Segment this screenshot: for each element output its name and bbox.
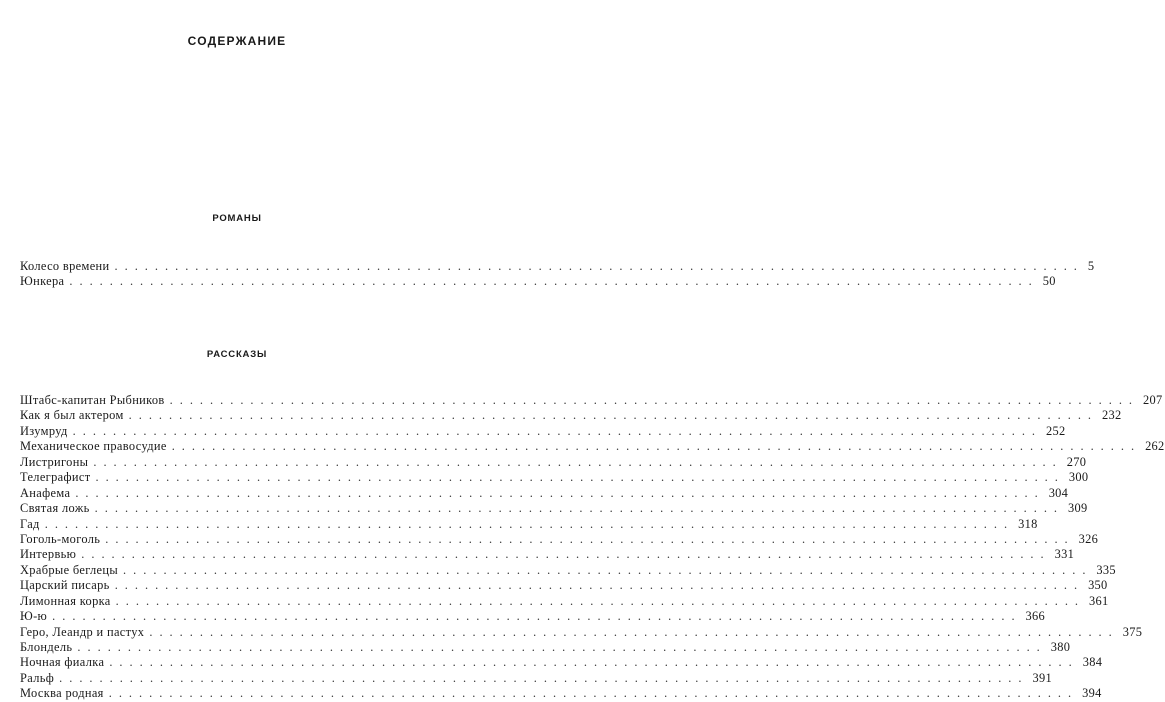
- dot-leader: ................................................................................................: [123, 562, 1093, 577]
- toc-entry-page: 350: [1088, 578, 1108, 593]
- toc-entry-title: Святая ложь: [20, 501, 90, 516]
- toc-entry-title: Как я был актером: [20, 408, 124, 423]
- toc-list-stories: [20, 393, 1165, 702]
- toc-entry-title: Юнкера: [20, 274, 65, 289]
- toc-entry-page: 391: [1032, 670, 1052, 685]
- dot-leader: ................................................................................................: [108, 686, 1079, 701]
- section-heading-stories: РАССКАЗЫ: [206, 349, 268, 360]
- dot-leader: ................................................................................................: [171, 439, 1142, 454]
- toc-entry-title: Блондель: [20, 640, 73, 654]
- toc-entry: [20, 624, 1143, 640]
- toc-entry: [20, 686, 1102, 701]
- toc-entry-title: Листригоны: [20, 454, 89, 469]
- dot-leader: ................................................................................................: [114, 578, 1085, 593]
- toc-entry-page: 326: [1078, 531, 1099, 546]
- dot-leader: ................................................................................................: [169, 393, 1140, 407]
- toc-entry-page: 270: [1066, 454, 1087, 469]
- toc-entry-title: Механическое правосудие: [20, 439, 167, 454]
- toc-entry: [20, 274, 1056, 289]
- dot-leader: ................................................................................................: [44, 516, 1015, 531]
- toc-entry-page: 384: [1082, 655, 1103, 670]
- toc-entry-page: 380: [1050, 640, 1071, 654]
- toc-entry-title: Храбрые беглецы: [20, 562, 119, 577]
- toc-entry-title: Гоголь-моголь: [20, 531, 101, 546]
- toc-entry-title: Москва родная: [20, 686, 104, 701]
- toc-entry-title: Ночная фиалка: [20, 655, 105, 670]
- toc-list-novels: [20, 259, 1095, 290]
- dot-leader: ................................................................................................: [105, 531, 1075, 546]
- toc-entry-title: Колесо времени: [20, 259, 110, 273]
- dot-leader: ................................................................................................: [59, 670, 1029, 685]
- toc-entry-page: 50: [1042, 274, 1056, 289]
- toc-entry-title: Гад: [20, 516, 40, 531]
- dot-leader: ................................................................................................: [52, 609, 1022, 624]
- toc-entry-title: Ю-ю: [20, 609, 48, 624]
- dot-leader: ................................................................................................: [81, 547, 1051, 562]
- dot-leader: ................................................................................................: [128, 408, 1099, 423]
- dot-leader: ................................................................................................: [75, 485, 1045, 500]
- toc-entry-page: 304: [1048, 485, 1069, 500]
- toc-entry: [20, 259, 1095, 274]
- toc-entry: [20, 640, 1071, 655]
- toc-entry-page: 335: [1096, 562, 1116, 577]
- toc-entry-title: Изумруд: [20, 423, 68, 438]
- toc-entry-page: 232: [1102, 408, 1122, 423]
- toc-entry: [20, 408, 1122, 423]
- dot-leader: ................................................................................................: [69, 274, 1039, 289]
- toc-entry: [20, 655, 1103, 670]
- toc-entry-title: Ральф: [20, 670, 55, 685]
- toc-entry: [20, 593, 1109, 609]
- toc-entry: [20, 547, 1075, 562]
- toc-entry-page: 394: [1082, 686, 1102, 701]
- toc-entry-title: Анафема: [20, 485, 71, 500]
- toc-entry-page: 318: [1018, 516, 1038, 531]
- dot-leader: ................................................................................................: [95, 470, 1065, 485]
- toc-entry: [20, 562, 1116, 578]
- dot-leader: ................................................................................................: [72, 423, 1043, 438]
- toc-entry-title: Геро, Леандр и пастух: [20, 624, 145, 639]
- toc-entry-page: 5: [1087, 259, 1095, 273]
- dot-leader: ................................................................................................: [94, 501, 1065, 516]
- toc-entry-title: Интервью: [20, 547, 77, 562]
- toc-entry-page: 375: [1122, 624, 1143, 639]
- toc-entry-page: 252: [1046, 423, 1066, 438]
- toc-entry-title: Царский писарь: [20, 578, 110, 593]
- dot-leader: ................................................................................................: [109, 655, 1079, 670]
- toc-entry: [20, 485, 1069, 501]
- toc-entry: [20, 531, 1099, 547]
- dot-leader: ................................................................................................: [114, 259, 1084, 273]
- toc-entry-page: 309: [1068, 501, 1088, 516]
- toc-entry-title: Лимонная корка: [20, 593, 111, 608]
- toc-entry-page: 207: [1143, 393, 1163, 407]
- toc-entry: [20, 516, 1038, 532]
- toc-entry: [20, 454, 1087, 470]
- toc-entry-title: Штабс-капитан Рыбников: [20, 393, 165, 407]
- toc-entry: [20, 670, 1052, 686]
- toc-entry: [20, 439, 1165, 454]
- toc-entry: [20, 501, 1088, 516]
- dot-leader: ................................................................................................: [115, 593, 1086, 608]
- toc-entry-page: 300: [1068, 470, 1089, 485]
- dot-leader: ................................................................................................: [77, 640, 1047, 654]
- toc-entry-page: 361: [1089, 593, 1109, 608]
- toc-entry: [20, 609, 1046, 624]
- toc-entry-page: 331: [1054, 547, 1075, 562]
- toc-entry-title: Телеграфист: [20, 470, 91, 485]
- toc-entry-page: 366: [1025, 609, 1046, 624]
- toc-entry: [20, 423, 1066, 439]
- dot-leader: ................................................................................................: [149, 624, 1119, 639]
- dot-leader: ................................................................................................: [93, 454, 1063, 469]
- toc-entry: [20, 470, 1089, 485]
- page-title: СОДЕРЖАНИЕ: [187, 34, 287, 48]
- toc-entry: [20, 393, 1163, 408]
- toc-entry-page: 262: [1145, 439, 1165, 454]
- section-heading-novels: РОМАНЫ: [212, 213, 262, 224]
- toc-entry: [20, 578, 1108, 593]
